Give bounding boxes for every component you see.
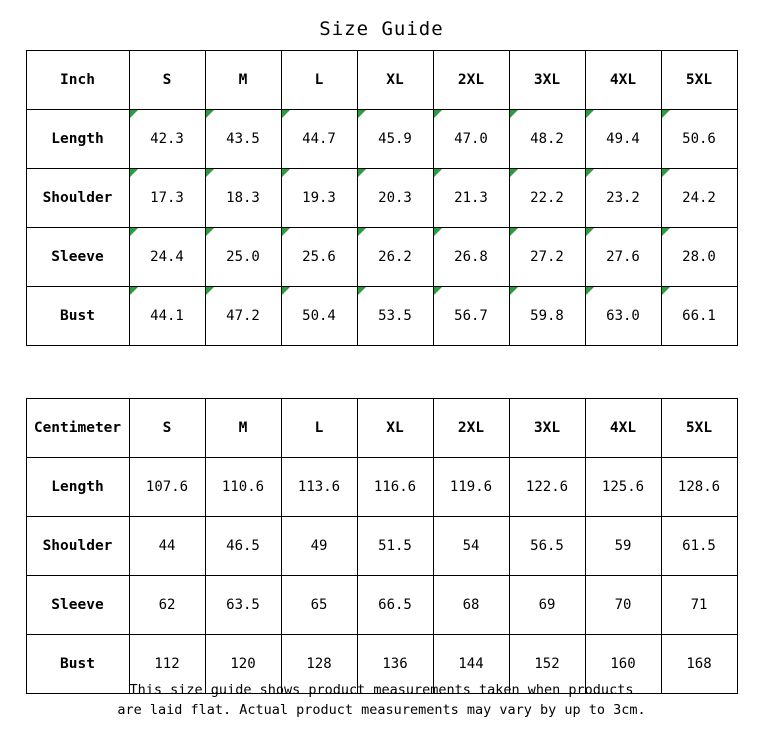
cm-cell-length-xl: 116.6 [357,458,433,517]
cm-cell-shoulder-4xl: 59 [585,517,661,576]
cm-cell-sleeve-3xl: 69 [509,576,585,635]
inch-cell-bust-s: 44.1 [129,287,205,346]
cm-cell-length-l: 113.6 [281,458,357,517]
inch-cell-shoulder-xl: 20.3 [357,169,433,228]
cm-col-header-s: S [129,399,205,458]
inch-row-label-bust: Bust [26,287,129,346]
inch-cell-bust-m: 47.2 [205,287,281,346]
inch-cell-bust-5xl: 66.1 [661,287,737,346]
page-title: Size Guide [319,18,444,40]
cm-cell-sleeve-xl: 66.5 [357,576,433,635]
cm-cell-sleeve-4xl: 70 [585,576,661,635]
cm-cell-sleeve-s: 62 [129,576,205,635]
cm-cell-bust-s: 112 [129,635,205,694]
cm-cell-shoulder-l: 49 [281,517,357,576]
inch-row-label-sleeve: Sleeve [26,228,129,287]
cm-cell-shoulder-xl: 51.5 [357,517,433,576]
cm-cell-shoulder-2xl: 54 [433,517,509,576]
cm-col-header-4xl: 4XL [585,399,661,458]
inch-row-label-length: Length [26,110,129,169]
cm-cell-shoulder-3xl: 56.5 [509,517,585,576]
cm-cell-sleeve-m: 63.5 [205,576,281,635]
inch-cell-length-m: 43.5 [205,110,281,169]
inch-cell-length-l: 44.7 [281,110,357,169]
inch-cell-length-3xl: 48.2 [509,110,585,169]
inch-cell-length-4xl: 49.4 [585,110,661,169]
cm-cell-bust-l: 128 [281,635,357,694]
cm-cell-bust-2xl: 144 [433,635,509,694]
cm-unit-label: Centimeter [26,399,129,458]
inch-cell-shoulder-5xl: 24.2 [661,169,737,228]
inch-size-table [26,50,738,346]
inch-cell-sleeve-5xl: 28.0 [661,228,737,287]
inch-cell-bust-l: 50.4 [281,287,357,346]
cm-row-label-sleeve: Sleeve [26,576,129,635]
cm-col-header-3xl: 3XL [509,399,585,458]
inch-cell-length-5xl: 50.6 [661,110,737,169]
table-row [26,458,737,517]
inch-cell-shoulder-2xl: 21.3 [433,169,509,228]
cm-cell-length-m: 110.6 [205,458,281,517]
inch-col-header-xl: XL [357,51,433,110]
inch-col-header-s: S [129,51,205,110]
inch-cell-shoulder-l: 19.3 [281,169,357,228]
inch-cell-shoulder-s: 17.3 [129,169,205,228]
cm-cell-bust-3xl: 152 [509,635,585,694]
cm-cell-bust-m: 120 [205,635,281,694]
cm-cell-bust-5xl: 168 [661,635,737,694]
inch-cell-bust-4xl: 63.0 [585,287,661,346]
inch-cell-sleeve-m: 25.0 [205,228,281,287]
cm-row-label-shoulder: Shoulder [26,517,129,576]
inch-cell-sleeve-2xl: 26.8 [433,228,509,287]
inch-col-header-l: L [281,51,357,110]
inch-cell-sleeve-xl: 26.2 [357,228,433,287]
cm-cell-length-3xl: 122.6 [509,458,585,517]
cm-cell-length-s: 107.6 [129,458,205,517]
inch-cell-shoulder-4xl: 23.2 [585,169,661,228]
cm-row-label-bust: Bust [26,635,129,694]
table-row [26,287,737,346]
cm-col-header-xl: XL [357,399,433,458]
cm-cell-length-4xl: 125.6 [585,458,661,517]
table-row [26,110,737,169]
inch-cell-shoulder-3xl: 22.2 [509,169,585,228]
inch-cell-sleeve-s: 24.4 [129,228,205,287]
cm-cell-bust-4xl: 160 [585,635,661,694]
cm-col-header-m: M [205,399,281,458]
inch-row-label-shoulder: Shoulder [26,169,129,228]
footer-note-line-2: are laid flat. Actual product measurements may vary by up to 3cm. [117,702,646,718]
cm-cell-length-5xl: 128.6 [661,458,737,517]
inch-cell-bust-2xl: 56.7 [433,287,509,346]
cm-cell-sleeve-5xl: 71 [661,576,737,635]
inch-col-header-m: M [205,51,281,110]
cm-cell-bust-xl: 136 [357,635,433,694]
cm-cell-shoulder-s: 44 [129,517,205,576]
inch-col-header-5xl: 5XL [661,51,737,110]
table-row [26,576,737,635]
cm-cell-sleeve-l: 65 [281,576,357,635]
inch-table-header-row [26,51,737,110]
inch-cell-bust-3xl: 59.8 [509,287,585,346]
inch-cell-sleeve-4xl: 27.6 [585,228,661,287]
cm-cell-length-2xl: 119.6 [433,458,509,517]
cm-cell-shoulder-m: 46.5 [205,517,281,576]
table-row [26,517,737,576]
cm-table-header-row [26,399,737,458]
cm-col-header-2xl: 2XL [433,399,509,458]
table-separator [0,346,763,398]
inch-cell-shoulder-m: 18.3 [205,169,281,228]
inch-unit-label: Inch [26,51,129,110]
cm-col-header-l: L [281,399,357,458]
inch-col-header-3xl: 3XL [509,51,585,110]
inch-cell-length-s: 42.3 [129,110,205,169]
cm-row-label-length: Length [26,458,129,517]
table-row [26,169,737,228]
inch-cell-length-xl: 45.9 [357,110,433,169]
inch-col-header-4xl: 4XL [585,51,661,110]
inch-col-header-2xl: 2XL [433,51,509,110]
cm-col-header-5xl: 5XL [661,399,737,458]
inch-cell-sleeve-l: 25.6 [281,228,357,287]
table-row [26,228,737,287]
footer-note-line-1: This size guide shows product measurements taken when products [129,682,634,698]
centimeter-size-table [26,398,738,694]
inch-cell-sleeve-3xl: 27.2 [509,228,585,287]
inch-cell-bust-xl: 53.5 [357,287,433,346]
cm-cell-shoulder-5xl: 61.5 [661,517,737,576]
inch-cell-length-2xl: 47.0 [433,110,509,169]
cm-cell-sleeve-2xl: 68 [433,576,509,635]
footer-note [0,680,763,720]
